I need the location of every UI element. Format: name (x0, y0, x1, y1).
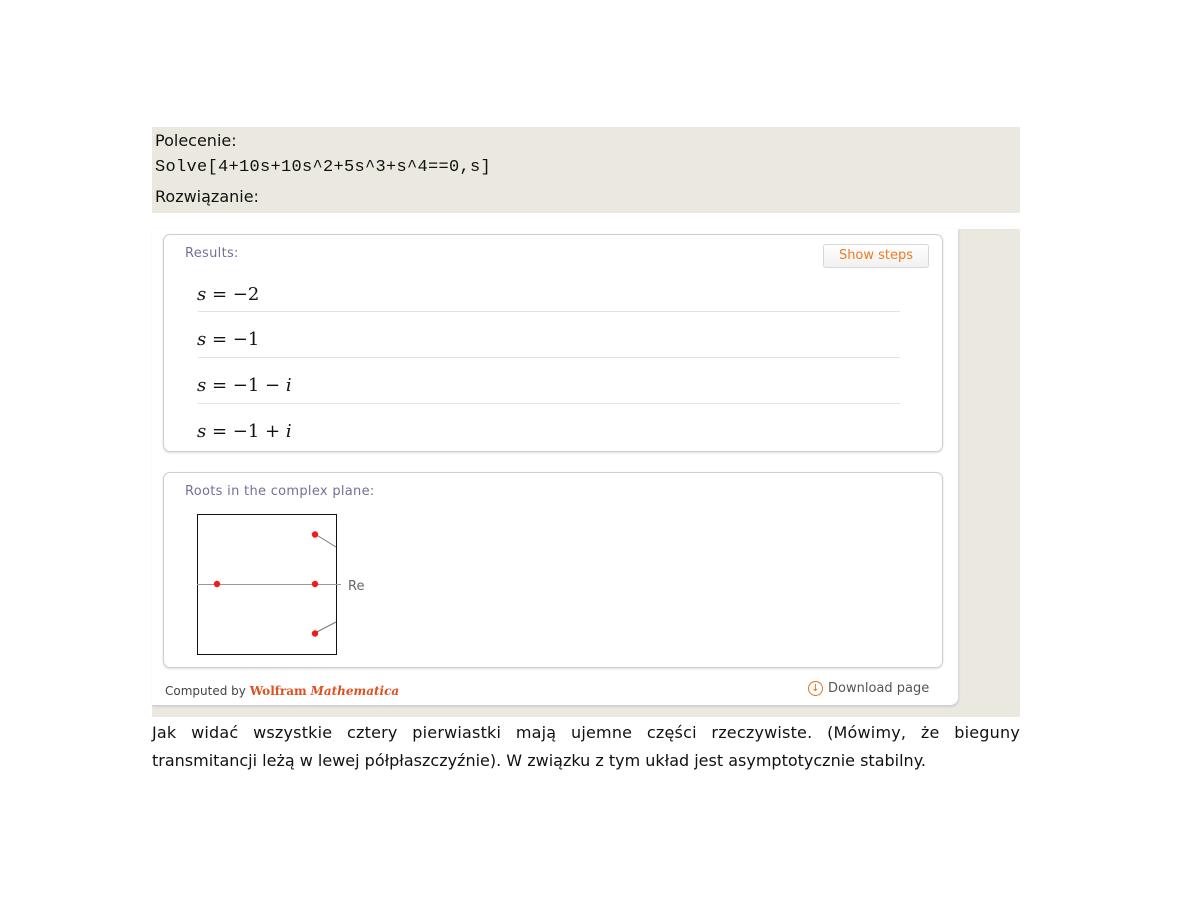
result-row: s = −2 (197, 284, 260, 305)
results-pod (163, 234, 943, 452)
command-label: Polecenie: (155, 131, 237, 150)
show-steps-button[interactable]: Show steps (823, 244, 929, 268)
result-row: s = −1 − i (197, 375, 292, 396)
result-divider (198, 311, 900, 312)
download-page-link[interactable] (808, 681, 929, 696)
results-pod-title: Results: (185, 246, 239, 261)
result-row: s = −1 + i (197, 421, 292, 442)
roots-pod-title: Roots in the complex plane: (185, 484, 375, 499)
conclusion-line-2: transmitancji leżą w lewej półpłaszczyźnie). W związku z tym układ jest asymptotycznie stabilny. (152, 751, 926, 770)
roots-pod (163, 472, 943, 668)
root-point (312, 581, 318, 587)
conclusion-line-1: Jak widać wszystkie cztery pierwiastki mają ujemne części rzeczywiste. (Mówimy, że bieguny (152, 723, 1020, 742)
root-point (312, 630, 318, 636)
conclusion-paragraph (152, 719, 1020, 775)
real-axis-label: Re (348, 579, 365, 594)
solution-label: Rozwiązanie: (155, 187, 259, 206)
wolfram-brand: Wolfram (249, 684, 307, 698)
command-code: Solve[4+10s+10s^2+5s^3+s^4==0,s] (155, 158, 492, 177)
download-icon: ↓ (808, 681, 823, 696)
leader-upper (315, 534, 336, 547)
root-point (214, 581, 220, 587)
result-divider (198, 403, 900, 404)
command-block (152, 127, 1020, 213)
result-row: s = −1 (197, 329, 260, 350)
result-divider (198, 357, 900, 358)
root-point (312, 531, 318, 537)
mathematica-brand: Mathematica (310, 684, 400, 698)
wolfram-result-panel (152, 229, 1020, 717)
computed-by-credit: Computed by Wolfram Mathematica (165, 684, 400, 698)
download-page-label: Download page (828, 681, 930, 696)
leader-lower (315, 622, 336, 633)
result-card (152, 229, 958, 706)
complex-plane-plot (197, 514, 417, 664)
